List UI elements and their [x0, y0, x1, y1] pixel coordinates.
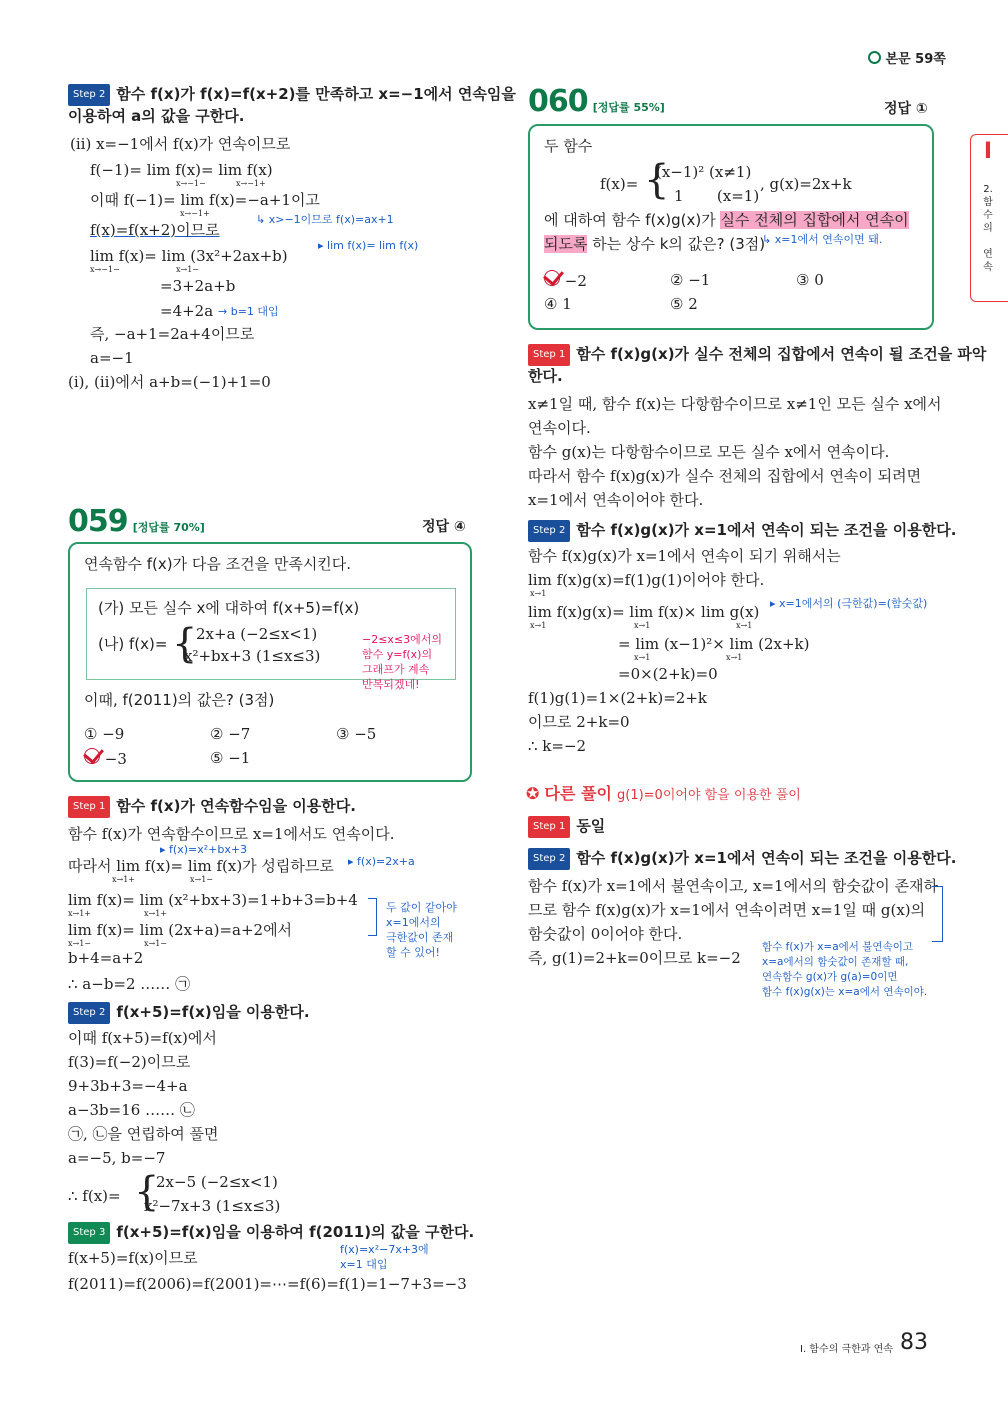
- limit-sub: x→1+: [68, 909, 92, 918]
- solution-line: ∴ a−b=2 …… ㉠: [68, 975, 191, 993]
- chapter-roman: I: [983, 139, 993, 164]
- limit-sub: x→1−: [144, 939, 168, 948]
- piecewise-case: 2x+a (−2≤x<1): [196, 625, 318, 643]
- chapter-title: 2. 함 수 의 연 속: [983, 184, 993, 273]
- problem-stem: 두 함수: [544, 137, 593, 155]
- solution-line: 연속이다.: [528, 419, 591, 437]
- annotation-note: 함수 f(x)가 x=a에서 불연속이고 x=a에서의 함숫값이 존재할 때, 연속함수 g(x)가 g(a)=0이면 함수 f(x)g(x)는 x=a에서 연속이야.: [762, 941, 928, 998]
- choice-3[interactable]: ③ 0: [796, 271, 824, 289]
- condition-ga: (가) 모든 실수 x에 대하여 f(x+5)=f(x): [98, 599, 360, 617]
- solution-line: = lim (x−1)²× lim (2x+k): [618, 635, 810, 653]
- alt-step1-heading: Step 1 동일: [528, 816, 605, 838]
- solution-line: f(x+5)=f(x)이므로: [68, 1249, 198, 1267]
- annotation-note: 두 값이 같아야 x=1에서의 극한값이 존재 할 수 있어!: [386, 901, 457, 959]
- choice-4[interactable]: ④ 1: [544, 295, 572, 313]
- solution-line: =3+2a+b: [160, 277, 236, 295]
- solution-line: lim f(x)= lim (x²+bx+3)=1+b+3=b+4: [68, 891, 358, 909]
- problem-059-header: 059 [정답률 70%]: [68, 504, 205, 539]
- solution-line: ∴ k=−2: [528, 737, 587, 755]
- solution-line: =0×(2+k)=0: [618, 665, 718, 683]
- annotation-note: ▸ lim f(x)= lim f(x): [318, 239, 419, 252]
- limit-sub: x→1: [634, 653, 651, 662]
- solution-line: 함수 g(x)는 다항함수이므로 모든 실수 x에서 연속이다.: [528, 443, 890, 461]
- solution-line: x≠1일 때, 함수 f(x)는 다항함수이므로 x≠1인 모든 실수 x에서: [528, 395, 942, 413]
- solution-line: lim f(x)g(x)=f(1)g(1)이어야 한다.: [528, 571, 765, 589]
- solution-line: f(−1)= lim f(x)= lim f(x): [90, 161, 273, 179]
- solution-line: 즉, −a+1=2a+4이므로: [90, 325, 255, 343]
- annotation-note: f(x)=x²−7x+3에 x=1 대입: [340, 1243, 429, 1271]
- solution-line: 함수 f(x)가 연속함수이므로 x=1에서도 연속이다.: [68, 825, 395, 843]
- problem-question: 이때, f(2011)의 값은? (3점): [84, 691, 275, 709]
- bracket-line: [932, 886, 943, 942]
- bracket-line: [368, 898, 377, 936]
- brace-icon: {: [172, 621, 198, 667]
- solution-line: b+4=a+2: [68, 949, 144, 967]
- page-number: 83: [900, 1330, 928, 1355]
- solution-line: 따라서 lim f(x)= lim f(x)가 성립하므로: [68, 857, 334, 875]
- piecewise-case: 1 (x=1): [674, 187, 760, 205]
- choice-5[interactable]: ⑤ −1: [210, 749, 251, 767]
- step1-heading-cont: 한다.: [528, 367, 563, 385]
- condition-na: (나) f(x)=: [98, 635, 168, 653]
- limit-sub: x→1−: [176, 265, 200, 274]
- circle-bullet-icon: [868, 51, 881, 64]
- solution-line: 따라서 함수 f(x)g(x)가 실수 전체의 집합에서 연속이 되려면: [528, 467, 922, 485]
- solution-line: a=−1: [90, 349, 134, 367]
- piecewise-case: x²−7x+3 (1≤x≤3): [144, 1197, 281, 1215]
- solution-line: (ⅰ), (ⅱ)에서 a+b=(−1)+1=0: [68, 373, 271, 391]
- solution-line: f(3)=f(−2)이므로: [68, 1053, 191, 1071]
- function-def: f(x)=: [600, 175, 639, 193]
- footer-chapter: I. 함수의 극한과 연속: [800, 1344, 893, 1355]
- solution-line: x=1에서 연속이어야 한다.: [528, 491, 704, 509]
- solution-line: ∴ f(x)=: [68, 1187, 121, 1205]
- choice-1[interactable]: ① −9: [84, 725, 125, 743]
- piecewise-case: (x−1)² (x≠1): [656, 163, 752, 181]
- solution-line: lim f(x)g(x)= lim f(x)× lim g(x): [528, 603, 760, 621]
- choice-4[interactable]: −3: [84, 748, 127, 769]
- piecewise-case: x²+bx+3 (1≤x≤3): [184, 647, 321, 665]
- step2-heading: Step 2 f(x+5)=f(x)임을 이용한다.: [68, 1002, 310, 1024]
- solution-line: f(2011)=f(2006)=f(2001)=⋯=f(6)=f(1)=1−7+3=−3: [68, 1275, 467, 1293]
- limit-sub: x→−1+: [236, 179, 266, 188]
- limit-sub: x→1−: [68, 939, 92, 948]
- answer-label: 정답 ④: [422, 519, 466, 535]
- problem-stem: 연속함수 f(x)가 다음 조건을 만족시킨다.: [84, 555, 352, 573]
- solution-line: 이므로 2+k=0: [528, 713, 630, 731]
- solution-line: (ⅱ) x=−1에서 f(x)가 연속이므로: [70, 135, 291, 153]
- annotation-note: ▸ x=1에서의 (극한값)=(함숫값): [770, 597, 928, 610]
- problem-060-header: 060 [정답률 55%]: [528, 84, 665, 119]
- annotation-note: −2≤x≤3에서의 함수 y=f(x)의 그래프가 계속 반복되겠네!: [362, 633, 443, 691]
- limit-sub: x→1: [726, 653, 743, 662]
- answer-label: 정답 ①: [884, 101, 928, 117]
- checkmark-icon: [544, 270, 560, 286]
- limit-sub: x→−1−: [90, 265, 120, 274]
- problem-question-cont: 되도록 하는 상수 k의 값은? (3점): [544, 235, 766, 253]
- brace-icon: {: [134, 1169, 160, 1215]
- limit-sub: x→1−: [190, 875, 214, 884]
- annotation-note: → b=1 대입: [218, 305, 279, 318]
- choice-2[interactable]: ② −1: [670, 271, 711, 289]
- step2-heading: Step 2 함수 f(x)g(x)가 x=1에서 연속이 되는 조건을 이용한다.: [528, 520, 956, 542]
- choice-5[interactable]: ⑤ 2: [670, 295, 698, 313]
- problem-question: 에 대하여 함수 f(x)g(x)가 실수 전체의 집합에서 연속이: [544, 211, 909, 229]
- solution-line: 므로 함수 f(x)g(x)가 x=1에서 연속이려면 x=1일 때 g(x)의: [528, 901, 926, 919]
- limit-sub: x→1+: [144, 909, 168, 918]
- limit-sub: x→−1+: [180, 209, 210, 218]
- alt-step2-heading: Step 2 함수 f(x)g(x)가 x=1에서 연속이 되는 조건을 이용한다.: [528, 848, 956, 870]
- solution-line: 이때 f(x+5)=f(x)에서: [68, 1029, 217, 1047]
- step-badge: Step 2: [68, 84, 110, 106]
- solution-line: 9+3b+3=−4+a: [68, 1077, 188, 1095]
- solution-line: f(x)=f(x+2)이므로: [90, 221, 220, 239]
- limit-sub: x→1: [634, 621, 651, 630]
- step2-heading-cont: 이용하여 a의 값을 구한다.: [68, 107, 245, 125]
- step1-heading: Step 1 함수 f(x)가 연속함수임을 이용한다.: [68, 796, 356, 818]
- solution-line: 함수 f(x)g(x)가 x=1에서 연속이 되기 위해서는: [528, 547, 841, 565]
- step2-heading: Step 2 함수 f(x)가 f(x)=f(x+2)를 만족하고 x=−1에서 연속임을: [68, 84, 516, 106]
- step3-heading: Step 3 f(x+5)=f(x)임을 이용하여 f(2011)의 값을 구한다.: [68, 1222, 474, 1244]
- brace-icon: {: [644, 157, 670, 203]
- limit-sub: x→1+: [112, 875, 136, 884]
- solution-line: f(1)g(1)=1×(2+k)=2+k: [528, 689, 708, 707]
- alt-solution-heading: ✪ 다른 풀이 g(1)=0이어야 함을 이용한 풀이: [526, 784, 801, 803]
- solution-line: lim f(x)= lim (2x+a)=a+2에서: [68, 921, 293, 939]
- page-ref: 본문 59쪽: [868, 48, 946, 67]
- solution-line: 함숫값이 0이어야 한다.: [528, 925, 683, 943]
- chapter-tab: [970, 134, 1008, 302]
- solution-line: a=−5, b=−7: [68, 1149, 166, 1167]
- solution-line: 이때 f(−1)= lim f(x)=−a+1이고: [90, 191, 320, 209]
- checkmark-icon: [84, 748, 100, 764]
- step1-heading: Step 1 함수 f(x)g(x)가 실수 전체의 집합에서 연속이 될 조건을 파악: [528, 344, 986, 366]
- annotation-note: ▸ f(x)=x²+bx+3: [160, 843, 248, 856]
- limit-sub: x→1: [530, 589, 547, 598]
- annotation-note: ↳ x=1에서 연속이면 돼.: [762, 233, 883, 246]
- limit-sub: x→1: [530, 621, 547, 630]
- star-icon: ✪: [526, 784, 540, 803]
- annotation-note: ▸ f(x)=2x+a: [348, 855, 415, 868]
- piecewise-case: 2x−5 (−2≤x<1): [156, 1173, 278, 1191]
- function-def: , g(x)=2x+k: [760, 175, 852, 193]
- limit-sub: x→1: [736, 621, 753, 630]
- solution-line: 함수 f(x)가 x=1에서 불연속이고, x=1에서의 함숫값이 존재하: [528, 877, 939, 895]
- choice-1[interactable]: −2: [544, 270, 587, 291]
- solution-line: a−3b=16 …… ㉡: [68, 1101, 195, 1119]
- solution-line: ㉠, ㉡을 연립하여 풀면: [68, 1125, 219, 1143]
- choice-3[interactable]: ③ −5: [336, 725, 377, 743]
- solution-line: lim f(x)= lim (3x²+2ax+b): [90, 247, 288, 265]
- solution-line: 즉, g(1)=2+k=0이므로 k=−2: [528, 949, 741, 967]
- choice-2[interactable]: ② −7: [210, 725, 251, 743]
- limit-sub: x→−1−: [176, 179, 206, 188]
- solution-line: =4+2a: [160, 302, 214, 320]
- annotation-note: ↳ x>−1이므로 f(x)=ax+1: [256, 213, 394, 226]
